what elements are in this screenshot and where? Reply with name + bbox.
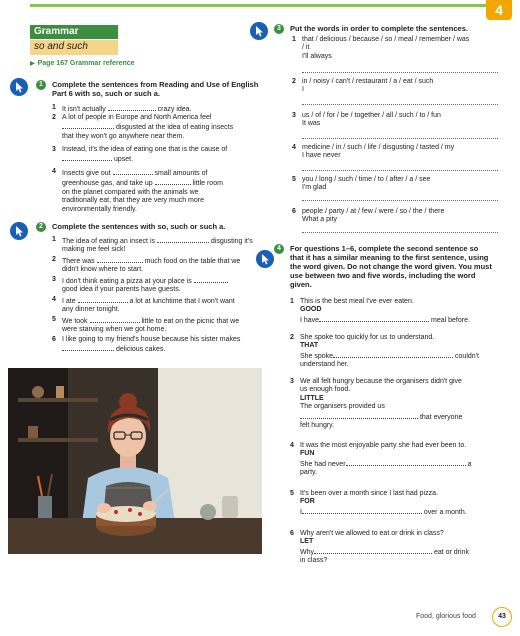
answer-line[interactable] (302, 232, 498, 233)
ex3-item-6: 6 people / party / at / few / were / so / the / there What a pity (292, 208, 445, 224)
top-green-rule (30, 4, 490, 7)
answer-gap[interactable] (346, 459, 466, 466)
exercise-3-heading: 3 Put the words in order to complete the sentences. (290, 24, 510, 33)
exercise-3-badge: 3 (274, 24, 284, 34)
answer-gap[interactable] (157, 236, 209, 243)
footer-title: Food, glorious food (416, 613, 476, 620)
answer-line[interactable] (302, 72, 498, 73)
answer-line[interactable] (302, 104, 498, 105)
exercise-2-heading: 2 Complete the sentences with so, such or such a. (52, 222, 262, 231)
cursor-pointer-icon (10, 78, 28, 96)
ex2-item-5: 5 We took little to eat on the picnic that we were starving when we got home. (52, 316, 240, 334)
ex1-item-2: 2 A lot of people in Europe and North America feel disgusted at the idea of eating insects that they won't go anywhere near them. (52, 114, 234, 140)
answer-gap[interactable] (90, 316, 140, 323)
answer-gap[interactable] (319, 315, 429, 322)
ex2-item-3: 3 I don't think eating a pizza at your place is good idea if your parents have guests. (62, 276, 272, 295)
answer-gap[interactable] (194, 276, 228, 283)
ex3-item-3: 3 us / of / for / be / together / all / such / to / fun It was (292, 112, 441, 128)
unit-tab: 4 (486, 0, 512, 20)
ex4-item-2: 2 She spoke too quickly for us to understand. THAT She spoke couldn't understand her. (290, 334, 479, 369)
ex4-item-4: 4 It was the most enjoyable party she had ever been to. FUN She had never a party. (290, 442, 472, 477)
ex1-item-3: 3 Instead, it's the idea of eating one that is the cause of upset. (52, 146, 228, 164)
answer-gap[interactable] (314, 547, 432, 554)
answer-gap[interactable] (62, 122, 114, 129)
answer-gap[interactable] (155, 178, 191, 185)
cooking-photo (8, 368, 262, 554)
answer-line[interactable] (302, 170, 498, 171)
ex4-item-6: 6 Why aren't we allowed to eat or drink in class? LET Why eat or drink in class? (290, 530, 469, 565)
exercise-1-heading: 1 Complete the sentences from Reading and Use of English Part 6 with so, such or such a. (52, 80, 262, 98)
ex2-item-6: 6 I like going to my friend's house because his sister makes delicious cakes. (52, 336, 241, 354)
answer-gap[interactable] (333, 351, 453, 358)
answer-gap[interactable] (62, 344, 114, 351)
exercise-4-heading: 4 For questions 1–6, complete the second sentence so that it has a similar meaning to the first sentence, using the word given. Do not change the word given. You must use between two and five words, including the word given. (290, 244, 512, 289)
cursor-pointer-icon (250, 22, 268, 40)
answer-line[interactable] (302, 138, 498, 139)
grammar-title: Grammar (30, 25, 118, 39)
grammar-reference-link[interactable]: ▶ Page 167 Grammar reference (30, 60, 135, 67)
cursor-pointer-icon (10, 222, 28, 240)
ex3-item-2: 2 in / noisy / can't / restaurant / a / eat / such I (292, 78, 434, 94)
page-number: 43 (492, 607, 512, 627)
woman-cutting-cake-image (8, 368, 262, 554)
grammar-subtitle: so and such (30, 40, 118, 55)
exercise-4-badge: 4 (274, 244, 284, 254)
ex3-item-1: 1 that / delicious / because / so / meal / remember / was / it I'll always (292, 36, 470, 60)
ex2-item-2: 2 There was much food on the table that we didn't know where to start. (52, 256, 241, 274)
answer-line[interactable] (302, 200, 498, 201)
answer-gap[interactable] (97, 256, 143, 263)
answer-gap[interactable] (302, 507, 422, 514)
answer-gap[interactable] (62, 154, 112, 161)
answer-gap[interactable] (300, 412, 418, 419)
cursor-pointer-icon (256, 250, 274, 268)
ex2-item-4: 4 I ate a lot at lunchtime that I won't want any dinner tonight. (52, 296, 235, 314)
ex4-item-1: 1 This is the best meal I've ever eaten. GOOD I have meal before. (290, 298, 470, 324)
ex4-item-3: 3 We all felt hungry because the organisers didn't give us enough food. LITTLE The organisers provided us that everyone felt hungry. (290, 378, 463, 430)
ex1-item-1: 1 It isn't actually crazy idea. (52, 104, 192, 113)
ex1-item-4: 4 Insects give out small amounts of greenhouse gas, and take up little room on the planet compared with the animals we traditionally eat, that they are very much more environmentally friendly. (52, 168, 223, 213)
answer-gap[interactable] (78, 296, 128, 303)
ex4-item-5: 5 It's been over a month since I last had pizza. FOR I over a month. (290, 490, 467, 516)
ex2-item-1: 1 The idea of eating an insect is disgusting it's making me feel sick! (52, 236, 253, 254)
answer-gap[interactable] (108, 104, 156, 111)
play-triangle-icon: ▶ (30, 61, 35, 67)
exercise-1-badge: 1 (36, 80, 46, 90)
answer-gap[interactable] (113, 168, 153, 175)
ex3-item-5: 5 you / long / such / time / to / after / a / see I'm glad (292, 176, 431, 192)
exercise-2-badge: 2 (36, 222, 46, 232)
ex3-item-4: 4 medicine / in / such / life / disgusting / tasted / my I have never (292, 144, 455, 160)
